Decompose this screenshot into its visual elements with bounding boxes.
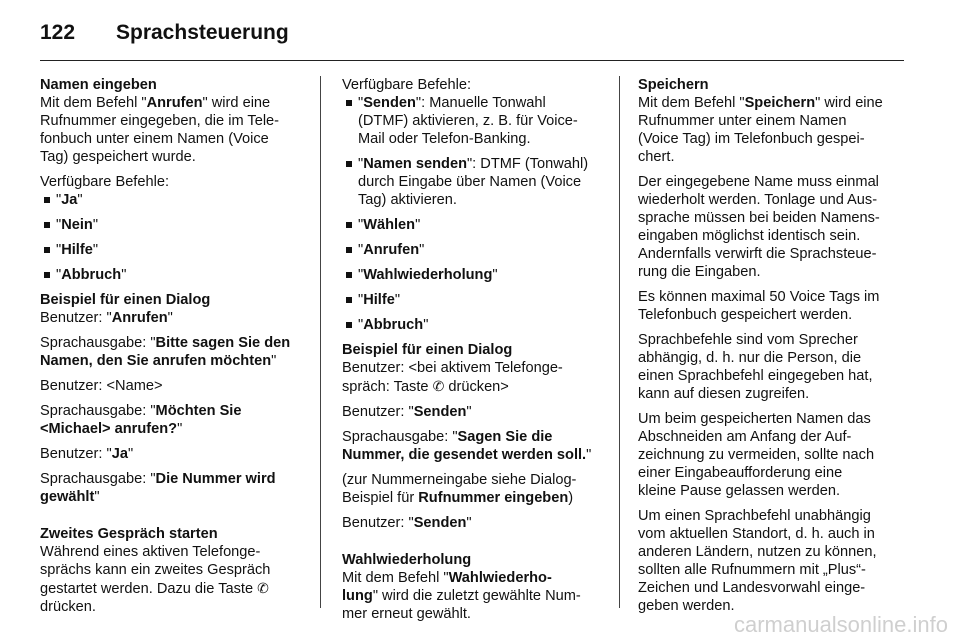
list-item: "Ja" <box>40 191 308 209</box>
paragraph: Sprachbefehle sind vom Sprecher abhängig, d. h. nur die Person, die einen Sprachbefehl eingegeben hat, kann auf diesen zugreifen. <box>638 332 873 402</box>
header-divider <box>40 60 904 61</box>
watermark: carmanualsonline.info <box>733 612 948 637</box>
list-item: "Wählen" <box>342 216 610 234</box>
commands-label: Verfügbare Befehle: <box>342 77 472 93</box>
column-1 <box>40 76 308 623</box>
list-item: "Namen senden": DTMF (Tonwahl) durch Eingabe über Namen (Voice Tag) aktivieren. <box>342 155 610 209</box>
command-anrufen: Anrufen <box>146 95 203 111</box>
dialog-line: Benutzer: "Ja" <box>40 446 134 462</box>
dialog-line: Sprachausgabe: "Die Nummer wird gewählt" <box>40 471 276 505</box>
section-heading-zweites-gespraech: Zweites Gespräch starten <box>40 526 218 542</box>
column-3 <box>638 76 906 622</box>
dialog-line: Benutzer: <bei aktivem Telefonge- spräch: Taste ✆ drücken> <box>342 360 563 395</box>
dialog-line: Benutzer: <Name> <box>40 378 163 394</box>
list-item: "Abbruch" <box>40 266 308 284</box>
dialog-line: Sprachausgabe: "Sagen Sie die Nummer, die gesendet werden soll." <box>342 429 592 463</box>
section-heading-dialog: Beispiel für einen Dialog <box>342 342 513 358</box>
section-heading-wahlwiederholung: Wahlwiederholung <box>342 552 472 568</box>
list-item: "Abbruch" <box>342 316 610 334</box>
page-header <box>40 18 904 48</box>
commands-label: Verfügbare Befehle: <box>40 174 170 190</box>
dialog-line: (zur Nummerneingabe siehe Dialog- Beispiel für Rufnummer eingeben) <box>342 472 577 506</box>
paragraph: Es können maximal 50 Voice Tags im Telefonbuch gespeichert werden. <box>638 289 880 323</box>
page-title: Sprachsteuerung <box>116 21 289 44</box>
list-item: "Senden": Manuelle Tonwahl (DTMF) aktivieren, z. B. für Voice- Mail oder Telefon-Banking. <box>342 94 610 148</box>
command-list <box>342 94 610 334</box>
command-list <box>40 191 308 284</box>
list-item: "Anrufen" <box>342 241 610 259</box>
paragraph: Um einen Sprachbefehl unabhängig vom aktuellen Standort, d. h. auch in anderen Ländern, nutzen zu können, sollten alle Rufnummern mit „Plus“- Zeichen und Landesvorwahl einge- geben werden. <box>638 508 877 614</box>
paragraph: Um beim gespeicherten Namen das Abschneiden am Anfang der Auf- zeichnung zu vermeiden, sollte nach einer Eingabeaufforderung eine kleine Pause gelassen werden. <box>638 411 875 499</box>
dialog-line: Sprachausgabe: "Bitte sagen Sie den Namen, den Sie anrufen möchten" <box>40 335 291 369</box>
column-divider-2 <box>619 76 620 608</box>
column-2 <box>342 76 610 630</box>
dialog-line: Benutzer: "Senden" <box>342 515 472 531</box>
dialog-line: Sprachausgabe: "Möchten Sie <Michael> anrufen?" <box>40 403 242 437</box>
section-heading-speichern: Speichern <box>638 77 709 93</box>
page-number: 122 <box>40 21 76 44</box>
paragraph: Der eingegebene Name muss einmal wiederholt werden. Tonlage und Aus- sprache müssen bei beiden Namens- eingaben möglichst identisch sein. Andernfalls verwirft die Sprachsteue- rung die Eingaben. <box>638 174 880 280</box>
list-item: "Hilfe" <box>342 291 610 309</box>
column-divider-1 <box>320 76 321 608</box>
paragraph-speichern: Mit dem Befehl "Speichern" wird eine Rufnummer unter einem Namen (Voice Tag) im Telefonbuch gespei- chert. <box>638 95 883 165</box>
list-item: "Nein" <box>40 216 308 234</box>
paragraph-zweites-gespraech: Während eines aktiven Telefonge- sprächs kann ein zweites Gespräch gestartet werden. Dazu die Taste ✆ drücken. <box>40 544 271 615</box>
section-heading-namen-eingeben: Namen eingeben <box>40 77 157 93</box>
list-item: "Hilfe" <box>40 241 308 259</box>
phone-icon: ✆ <box>432 378 445 394</box>
dialog-line: Benutzer: "Senden" <box>342 404 472 420</box>
command-speichern: Speichern <box>744 95 816 111</box>
paragraph-wahlwiederholung: Mit dem Befehl "Wahlwiederho- lung" wird die zuletzt gewählte Num- mer erneut gewählt. <box>342 570 581 622</box>
section-heading-dialog: Beispiel für einen Dialog <box>40 292 211 308</box>
dialog-line: Benutzer: "Anrufen" <box>40 310 173 326</box>
paragraph-namen-eingeben: Mit dem Befehl "Anrufen" wird eine Rufnummer eingegeben, die im Tele- fonbuch unter einem Namen (Voice Tag) gespeichert wurde. <box>40 95 280 165</box>
list-item: "Wahlwiederholung" <box>342 266 610 284</box>
phone-icon: ✆ <box>257 580 269 596</box>
